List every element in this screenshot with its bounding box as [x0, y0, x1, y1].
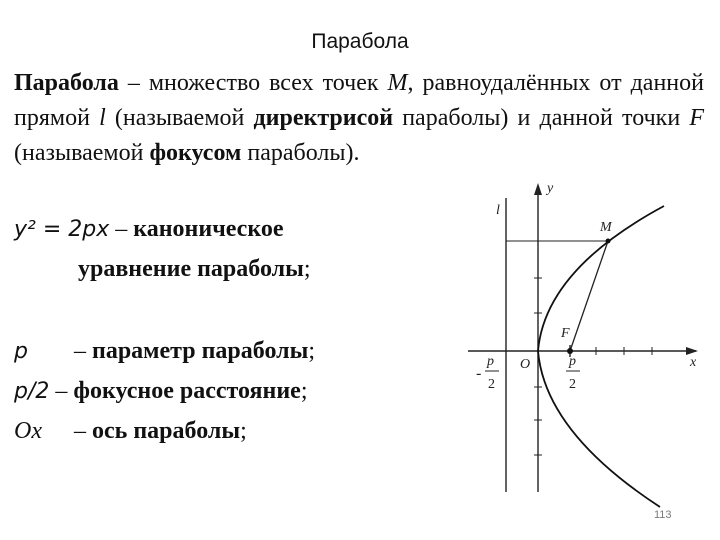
point-m-graph-label: M [600, 220, 612, 235]
list-item: p – параметр параболы; [14, 338, 316, 364]
item-symbol: p/2 [14, 379, 50, 404]
item-label: фокусное расстояние [73, 378, 301, 404]
canonical-label-1: каноническое [133, 216, 284, 242]
canonical-label-line-2: уравнение параболы; [78, 256, 311, 282]
list-item: p/2 – фокусное расстояние; [14, 378, 308, 404]
point-m-label: M [387, 70, 408, 96]
line-l-label: l [99, 105, 106, 131]
page-number: 113 [654, 509, 672, 521]
x-axis-arrow [686, 347, 698, 355]
definition-paragraph: Парабола – множество всех точек M, равноудалённых от данной прямой l (называемой директрисой параболы) и данной точки F (называемой фокусом параболы). [14, 70, 705, 166]
item-symbol: p [14, 339, 28, 364]
term-directrix: директрисой [253, 105, 394, 131]
slide-title: Парабола [311, 30, 409, 53]
canonical-label-2: уравнение параболы [78, 256, 304, 282]
neg-half-p-denominator: 2 [488, 377, 495, 392]
canonical-equation: y² = 2px [14, 217, 110, 242]
item-label: параметр параболы [92, 338, 309, 364]
directrix-label: l [496, 203, 500, 218]
item-label: ось параболы [92, 418, 241, 444]
origin-label: O [520, 357, 531, 372]
half-p-numerator: p [569, 354, 576, 369]
parabola-curve [538, 206, 664, 507]
term-focus: фокусом [149, 140, 242, 166]
neg-sign: - [476, 365, 482, 382]
x-axis-label: x [690, 355, 697, 370]
canonical-equation-line: y² = 2px – каноническое [14, 216, 284, 242]
list-item: Ox – ось параболы; [14, 418, 247, 444]
y-axis-label: y [547, 181, 554, 196]
point-f-graph-label: F [561, 326, 570, 341]
point-f-label: F [689, 105, 705, 131]
half-p-denominator: 2 [569, 377, 576, 392]
term-parabola: Парабола [14, 70, 119, 96]
point-m [606, 239, 611, 244]
item-symbol: Ox [14, 418, 42, 444]
y-axis-arrow [534, 183, 542, 195]
neg-half-p-numerator: p [487, 354, 494, 369]
